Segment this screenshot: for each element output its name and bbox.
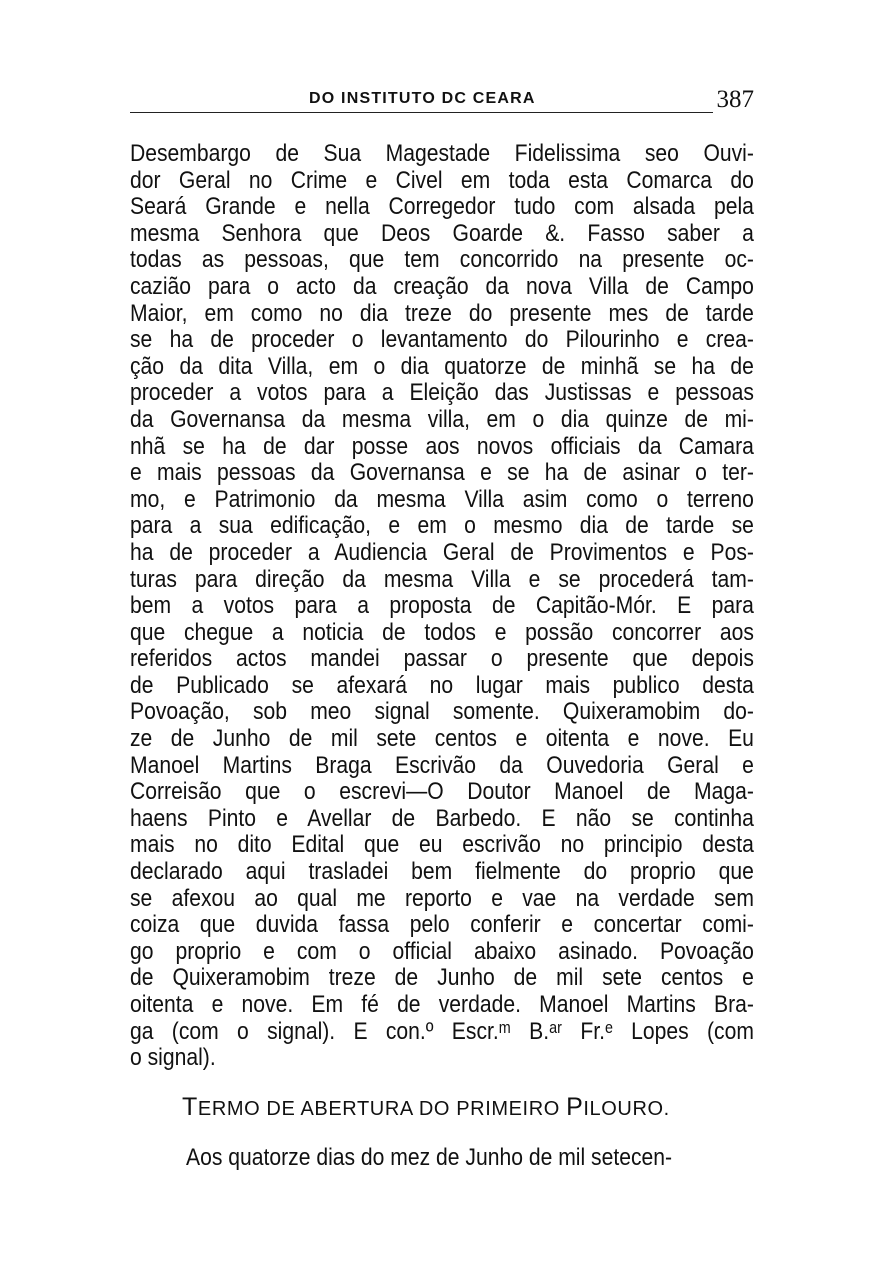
text-line: Maior, em como no dia treze do presente mes de tarde [130, 299, 754, 327]
text-line: ção da dita Villa, em o dia quatorze de minhã se ha de [130, 352, 754, 380]
text-line: go proprio e com o official abaixo asinado. Povoação [130, 937, 754, 965]
text-line: turas para direção da mesma Villa e se procederá tam- [130, 565, 754, 593]
page-number: 387 [713, 86, 755, 114]
text-line: nhã se ha de dar posse aos novos officiais da Camara [130, 432, 754, 460]
text-line: mo, e Patrimonio da mesma Villa asim como o terreno [130, 485, 754, 513]
section-heading [182, 1093, 670, 1122]
text-line: cazião para o acto da creação da nova Villa de Campo [130, 272, 754, 300]
text-line: haens Pinto e Avellar de Barbedo. E não se continha [130, 804, 754, 832]
text-line: coiza que duvida fassa pelo conferir e concertar comi- [130, 911, 754, 939]
text-line: Correisão que o escrevi—O Doutor Manoel de Maga- [130, 778, 754, 806]
text-line: para a sua edificação, e em o mesmo dia de tarde se [130, 512, 754, 540]
next-paragraph: Aos quatorze dias do mez de Junho de mil setecen- [186, 1144, 673, 1171]
text-line: que chegue a noticia de todos e possão concorrer aos [130, 618, 754, 646]
text-line: ga (com o signal). E con.º Escr.ᵐ B.ᵃʳ Fr.ᵉ Lopes (com [130, 1017, 754, 1045]
text-line: ze de Junho de mil sete centos e oitenta e nove. Eu [130, 725, 754, 753]
text-line: dor Geral no Crime e Civel em toda esta Comarca do [130, 166, 754, 194]
heading-text: ILOURO. [583, 1098, 670, 1120]
text-line: de Quixeramobim treze de Junho de mil sete centos e [130, 964, 754, 992]
text-line: Manoel Martins Braga Escrivão da Ouvedoria Geral e [130, 751, 754, 779]
text-line: da Governansa da mesma villa, em o dia quinze de mi- [130, 405, 754, 433]
text-line: declarado aqui trasladei bem fielmente do proprio que [130, 858, 754, 886]
heading-text: ERMO DE ABERTURA DO PRIMEIRO [197, 1098, 567, 1120]
text-line-last: o signal). [130, 1044, 216, 1072]
text-line: ha de proceder a Audiencia Geral de Provimentos e Pos- [130, 538, 754, 566]
text-line: e mais pessoas da Governansa e se ha de asinar o ter- [130, 459, 754, 487]
text-line: referidos actos mandei passar o presente que depois [130, 645, 754, 673]
text-line: proceder a votos para a Eleição das Justissas e pessoas [130, 379, 754, 407]
text-line: Seará Grande e nella Corregedor tudo com alsada pela [130, 193, 754, 221]
text-line: se afexou ao qual me reporto e vae na verdade sem [130, 884, 754, 912]
text-line: oitenta e nove. Em fé de verdade. Manoel Martins Bra- [130, 991, 754, 1018]
edital-paragraph [130, 141, 754, 1072]
text-line: de Publicado se afexará no lugar mais publico desta [130, 671, 754, 699]
running-title: DO INSTITUTO DC CEARA [305, 90, 540, 108]
heading-initial: P [566, 1093, 584, 1121]
text-line: bem a votos para a proposta de Capitão-Mór. E para [130, 592, 754, 620]
page-header [130, 88, 754, 118]
text-line: mais no dito Edital que eu escrivão no principio desta [130, 831, 754, 859]
text-line: Desembargo de Sua Magestade Fidelissima seo Ouvi- [130, 140, 754, 167]
text-line: todas as pessoas, que tem concorrido na presente oc- [130, 246, 754, 274]
text-line: se ha de proceder o levantamento do Pilourinho e crea- [130, 326, 754, 354]
text-line: mesma Senhora que Deos Goarde &. Fasso saber a [130, 219, 754, 247]
text-line: Povoação, sob meo signal somente. Quixeramobim do- [130, 698, 754, 726]
header-rule [130, 112, 754, 113]
heading-initial: T [182, 1093, 198, 1121]
